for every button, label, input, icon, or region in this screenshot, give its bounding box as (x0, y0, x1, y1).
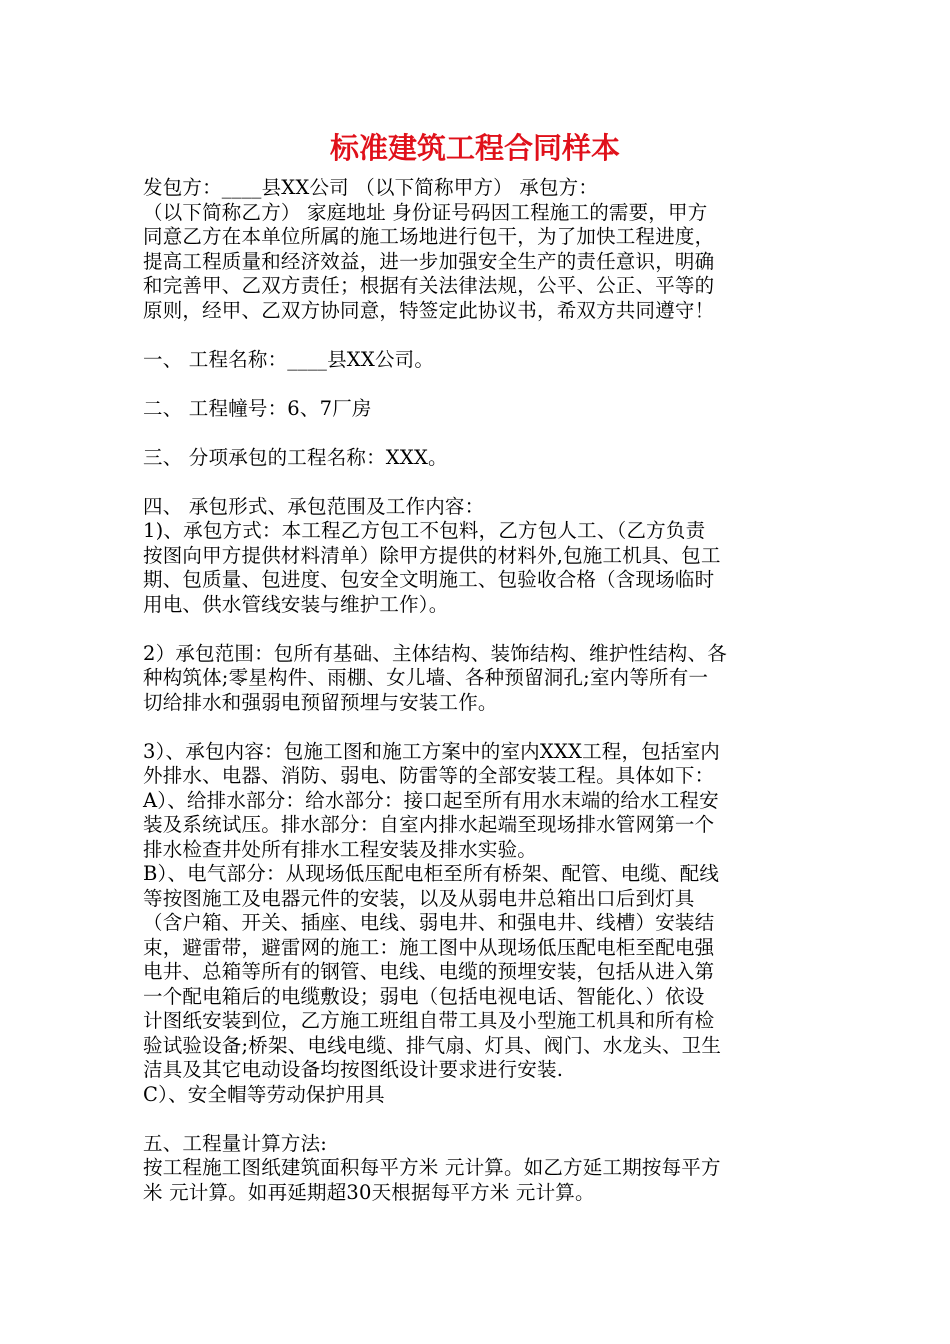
document-body (143, 176, 813, 1205)
body-line: 一个配电箱后的电缆敷设；弱电（包括电视电话、智能化、）依设 (143, 984, 705, 1008)
body-line: （以下简称乙方） 家庭地址 身份证号码因工程施工的需要，甲方 (143, 200, 708, 224)
body-line: 按图向甲方提供材料清单）除甲方提供的材料外,包施工机具、包工 (143, 543, 721, 567)
blank-line (143, 617, 813, 642)
body-line: 二、 工程幢号：6、7厂房 (143, 396, 372, 420)
body-line: 一、 工程名称：____县XX公司。 (143, 347, 435, 371)
body-line: A）、给排水部分：给水部分：接口起至所有用水末端的给水工程安 (143, 788, 719, 812)
blank-line (143, 1107, 813, 1132)
blank-line (143, 323, 813, 348)
body-line: 切给排水和强弱电预留预埋与安装工作。 (143, 690, 498, 714)
body-line: 装及系统试压。排水部分：自室内排水起端至现场排水管网第一个 (143, 813, 715, 836)
body-line: 2）承包范围：包所有基础、主体结构、装饰结构、维护性结构、各 (143, 641, 727, 665)
body-line: 四、 承包形式、承包范围及工作内容： (143, 494, 485, 518)
document-title: 标准建筑工程合同样本 (329, 131, 620, 165)
body-line: 洁具及其它电动设备均按图纸设计要求进行安装. (143, 1058, 564, 1081)
blank-line (143, 372, 813, 397)
body-line: 电井、总箱等所有的钢管、电线、电缆的预埋安装，包括从进入第 (143, 960, 715, 983)
body-line: 三、 分项承包的工程名称：XXX。 (143, 445, 448, 469)
body-line: 按工程施工图纸建筑面积每平方米 元计算。如乙方延工期按每平方 (143, 1156, 721, 1179)
body-line: 原则，经甲、乙双方协同意，特签定此协议书，希双方共同遵守！ (143, 298, 715, 322)
body-line: 五、工程量计算方法: (143, 1131, 328, 1155)
body-line: 同意乙方在本单位所属的施工场地进行包干，为了加快工程进度， (143, 225, 715, 248)
blank-line (143, 421, 813, 446)
body-line: 发包方：____县XX公司 （以下简称甲方） 承包方： (143, 176, 599, 199)
blank-line (143, 715, 813, 740)
body-line: C）、安全帽等劳动保护用具 (143, 1082, 385, 1106)
blank-line (143, 470, 813, 495)
body-line: 用电、供水管线安装与维护工作）。 (143, 592, 449, 616)
body-line: 种构筑体;零星构件、雨棚、女儿墙、各种预留洞孔;室内等所有一 (143, 666, 709, 689)
body-line: 排水检查井处所有排水工程安装及排水实验。 (143, 837, 538, 861)
body-line: 和完善甲、乙双方责任；根据有关法律法规，公平、公正、平等的 (143, 274, 715, 297)
body-line: 3）、承包内容：包施工图和施工方案中的室内XXX工程，包括室内 (143, 739, 721, 763)
body-line: 计图纸安装到位，乙方施工班组自带工具及小型施工机具和所有检 (143, 1009, 715, 1032)
body-line: 等按图施工及电器元件的安装，以及从弱电井总箱出口后到灯具 (143, 886, 695, 910)
body-line: 1)、承包方式：本工程乙方包工不包料，乙方包人工、（乙方负责 (143, 519, 706, 542)
body-line: 米 元计算。如再延期超30天根据每平方米 元计算。 (143, 1180, 595, 1204)
body-line: 验试验设备;桥架、电线电缆、排气扇、灯具、阀门、水龙头、卫生 (143, 1033, 722, 1057)
body-line: B）、电气部分：从现场低压配电柜至所有桥架、配管、电缆、配线 (143, 862, 720, 885)
body-line: 提高工程质量和经济效益，进一步加强安全生产的责任意识，明确 (143, 249, 715, 273)
body-line: 期、包质量、包进度、包安全文明施工、包验收合格（含现场临时 (143, 568, 715, 591)
body-line: 束，避雷带，避雷网的施工：施工图中从现场低压配电柜至配电强 (143, 935, 715, 959)
body-line: 外排水、电器、消防、弱电、防雷等的全部安装工程。具体如下： (143, 764, 715, 787)
body-line: （含户箱、开关、插座、电线、弱电井、和强电井、线槽）安装结 (143, 911, 715, 934)
